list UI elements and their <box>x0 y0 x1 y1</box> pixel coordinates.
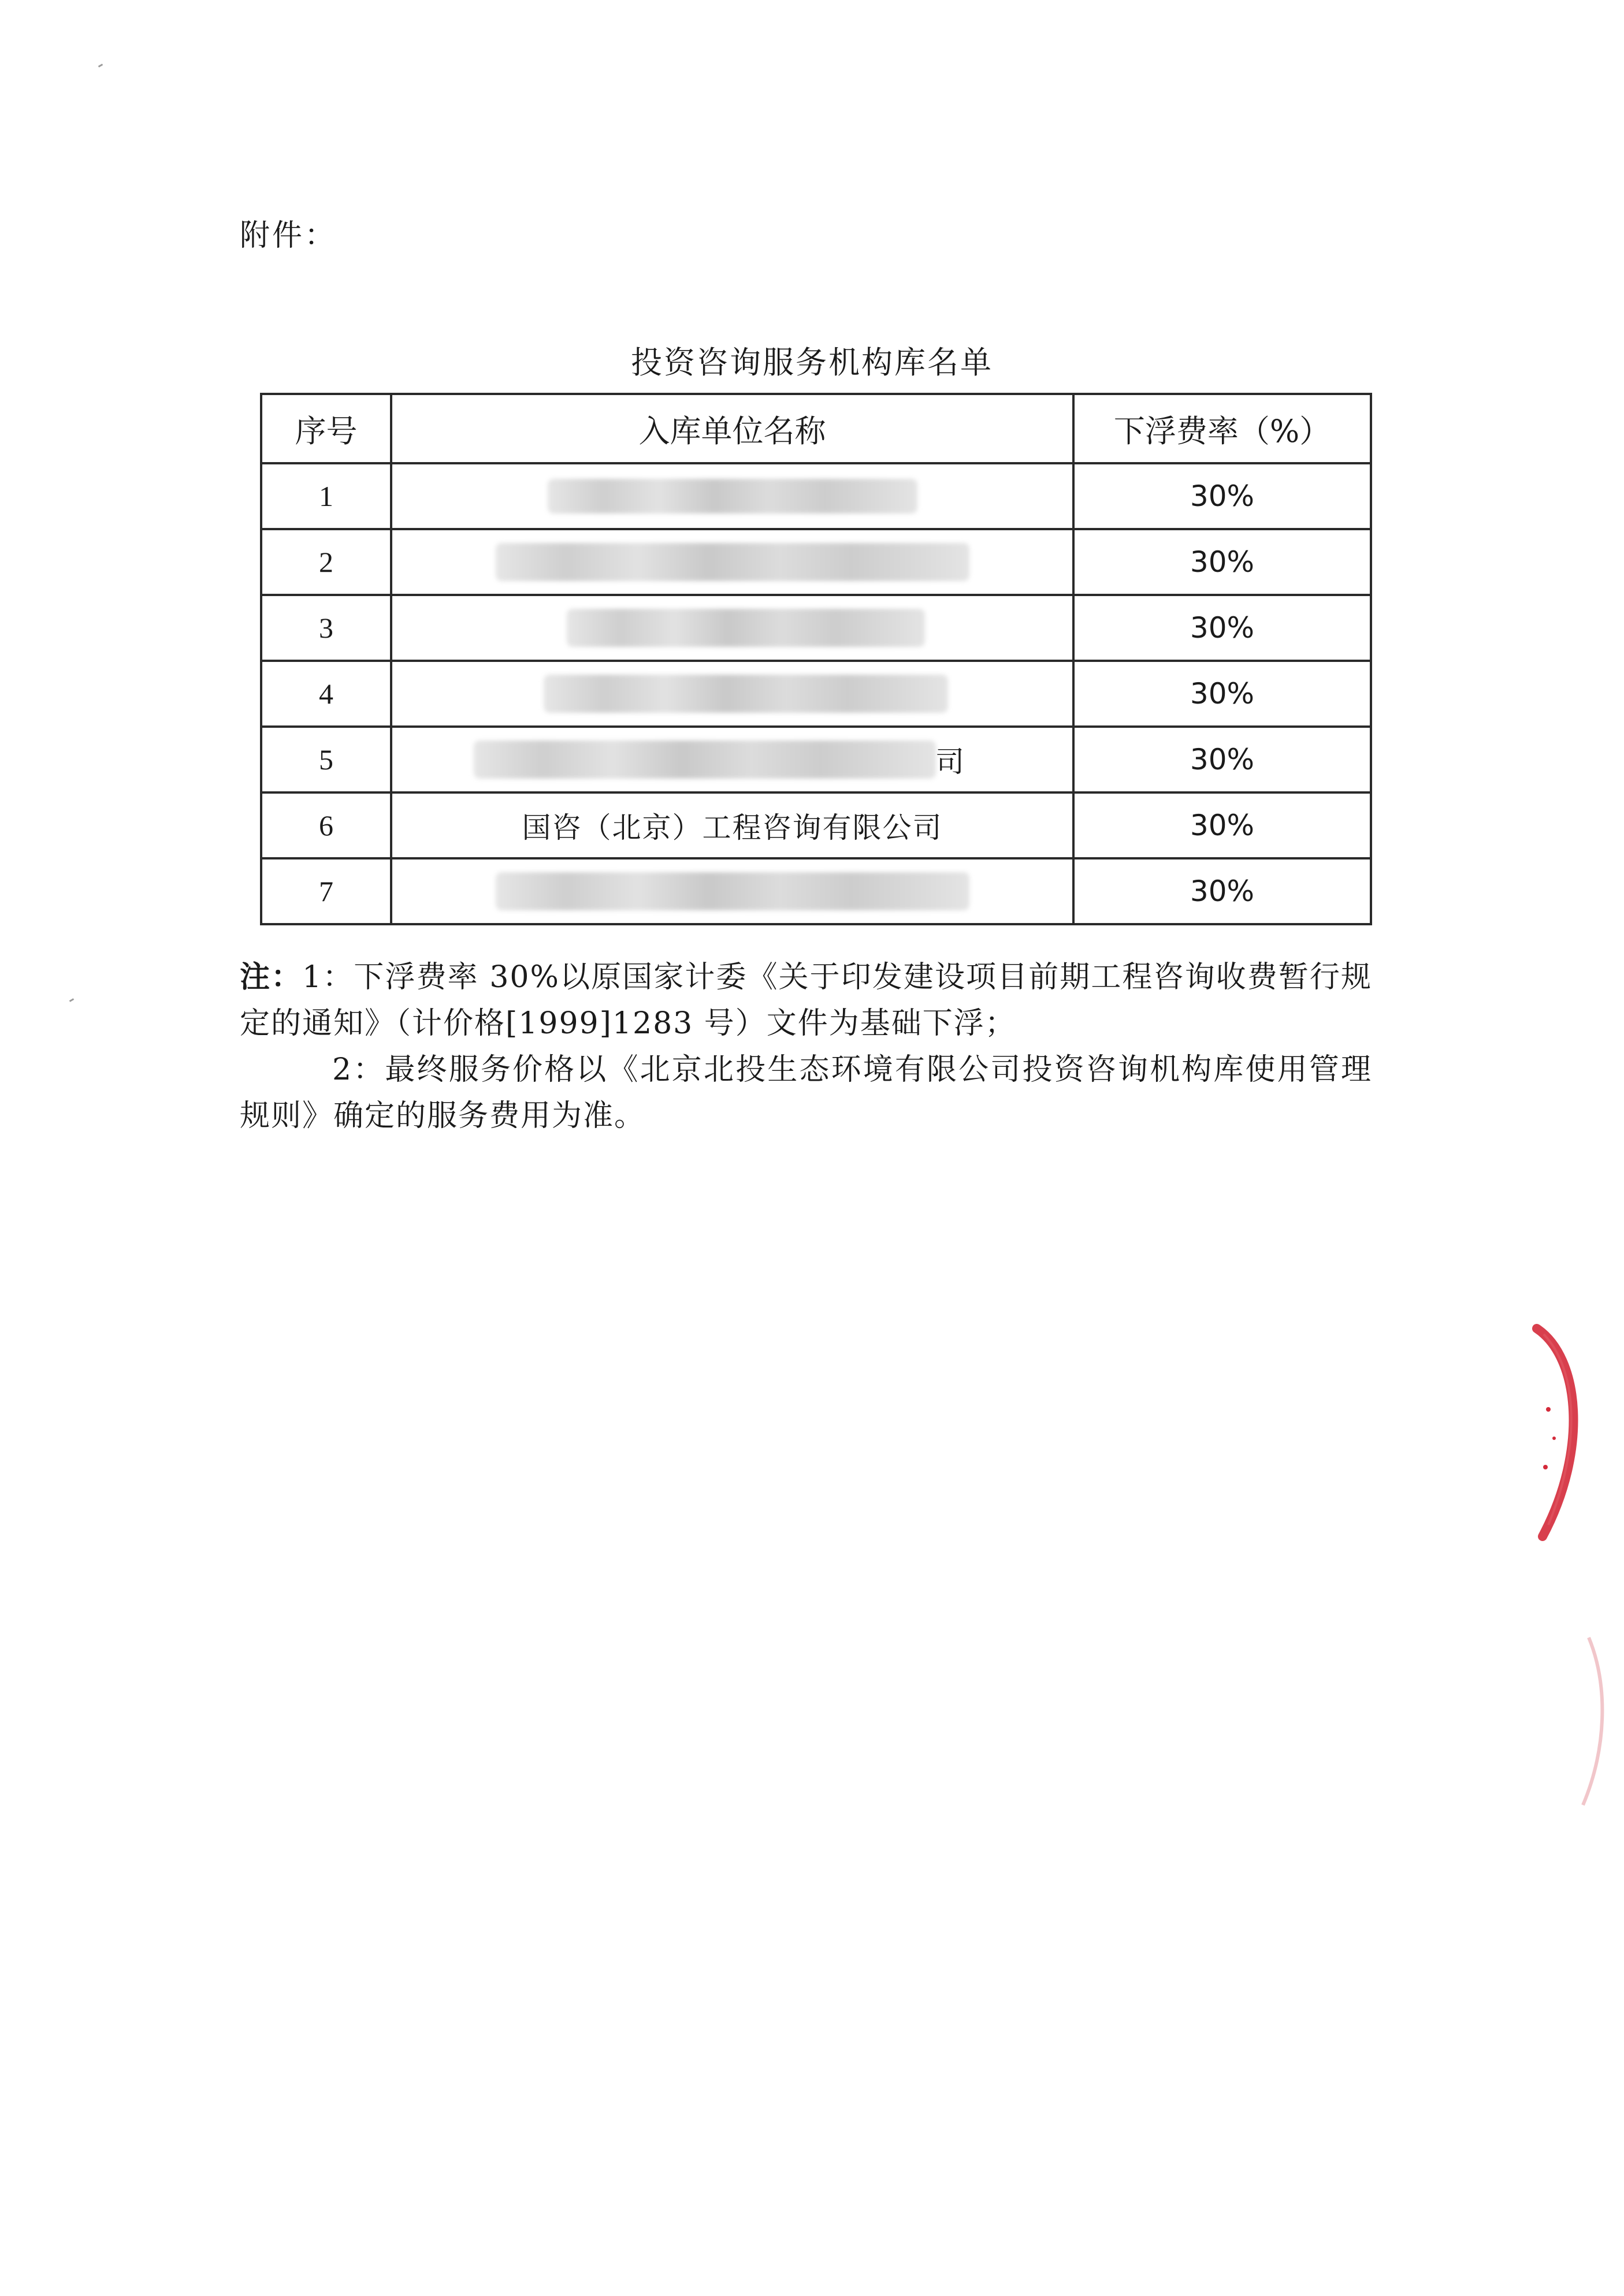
seal-stamp-fragment-faint <box>1577 1635 1612 1808</box>
note-2 <box>240 1047 1372 1139</box>
institution-name-tail: 司 <box>935 745 964 779</box>
institution-name-redacted <box>391 858 1073 924</box>
seal-stamp-fragment <box>1525 1323 1595 1542</box>
note-prefix: 注： <box>240 959 303 995</box>
institution-name-cell <box>391 792 1073 858</box>
row-index: 2 <box>261 529 391 595</box>
column-header-index: 序号 <box>261 394 391 463</box>
table-row <box>261 463 1371 529</box>
rate-value: 30% <box>1073 792 1371 858</box>
note-1-text: 1：下浮费率 30%以原国家计委《关于印发建设项目前期工程咨询收费暂行规定的通知》（计价格[1999]1283 号）文件为基础下浮； <box>240 960 1372 1041</box>
document-title: 投资咨询服务机构库名单 <box>631 344 993 381</box>
note-1 <box>240 954 1372 1047</box>
redaction-mask <box>496 543 969 581</box>
row-index: 3 <box>261 595 391 661</box>
table-row <box>261 792 1371 858</box>
table-row <box>261 529 1371 595</box>
scan-speck <box>69 998 74 1002</box>
row-index: 6 <box>261 792 391 858</box>
table-header-row <box>261 394 1371 463</box>
row-index: 5 <box>261 727 391 792</box>
redaction-mask <box>567 609 925 647</box>
redaction-mask <box>544 675 948 713</box>
redaction-mask <box>548 479 917 513</box>
institution-name-redacted <box>391 661 1073 727</box>
scan-speck <box>98 64 103 68</box>
institution-name: 国咨（北京）工程咨询有限公司 <box>522 811 943 844</box>
table-row <box>261 595 1371 661</box>
redaction-mask <box>496 872 969 910</box>
institution-name-redacted <box>391 463 1073 529</box>
redaction-mask <box>474 740 936 779</box>
column-header-name: 入库单位名称 <box>391 394 1073 463</box>
attachment-label: 附件： <box>240 218 337 253</box>
row-index: 1 <box>261 463 391 529</box>
institution-name-redacted <box>391 727 1073 792</box>
rate-value: 30% <box>1073 463 1371 529</box>
rate-value: 30% <box>1073 529 1371 595</box>
table-row <box>261 661 1371 727</box>
row-index: 7 <box>261 858 391 924</box>
row-index: 4 <box>261 661 391 727</box>
note-2-text: 2：最终服务价格以《北京北投生态环境有限公司投资咨询机构库使用管理规则》确定的服务费用为准。 <box>240 1052 1372 1133</box>
institution-name-redacted <box>391 595 1073 661</box>
institution-name-redacted <box>391 529 1073 595</box>
table-row <box>261 727 1371 792</box>
table-row <box>261 858 1371 924</box>
rate-value: 30% <box>1073 661 1371 727</box>
column-header-rate: 下浮费率（%） <box>1073 394 1371 463</box>
rate-value: 30% <box>1073 595 1371 661</box>
institution-table <box>260 393 1372 925</box>
rate-value: 30% <box>1073 727 1371 792</box>
rate-value: 30% <box>1073 858 1371 924</box>
